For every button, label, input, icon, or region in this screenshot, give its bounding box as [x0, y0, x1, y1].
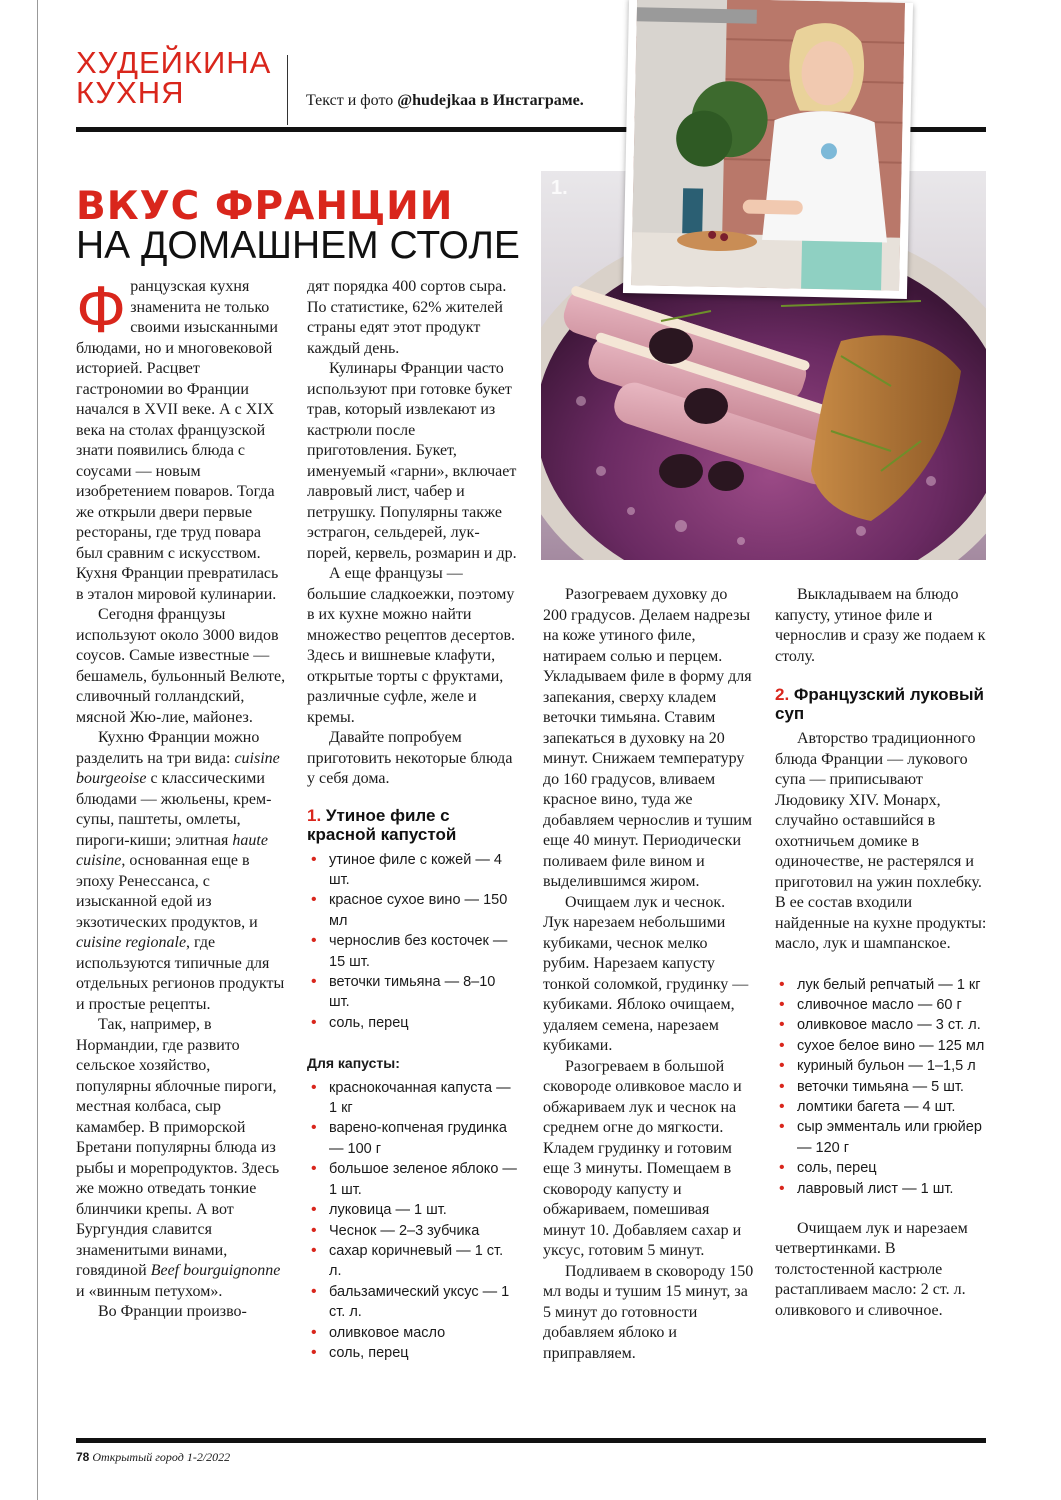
- author-portrait: [623, 0, 913, 299]
- paragraph: А еще французы — большие сладкоежки, поэтому в их кухне можно найти множество рецептов десертов. Здесь и вишневые клафути, открытые торты с фруктами, различные суфле, желе и кремы.: [307, 565, 515, 726]
- paragraph: Подливаем в сковороду 150 мл воды и тушим 15 минут, за 5 минут до готовности добавляем яблоко и приправляем.: [543, 1262, 754, 1362]
- ingredient-item: • веточки тимьяна — 5 шт.: [775, 1077, 987, 1097]
- text-column-4: [775, 585, 987, 1321]
- credit-handle: @hudejkaa в Инстаграме.: [397, 92, 584, 109]
- cabbage-subheading: Для капусты:: [307, 1055, 400, 1072]
- ingredient-item: • соль, перец: [775, 1158, 987, 1178]
- intro-paragraph: [76, 272, 286, 605]
- credit-prefix: Текст и фото: [306, 92, 398, 109]
- text-column-3: [543, 585, 755, 1364]
- recipe-1-ingredients: [307, 850, 519, 1034]
- paragraph: [76, 728, 286, 1015]
- ingredient-item: • Чеснок — 2–3 зубчика: [307, 1221, 519, 1241]
- recipe-1-name: Утиное филе с красной капустой: [307, 805, 457, 844]
- text-run: Кухню Франции можно разделить на три вида:: [76, 729, 260, 767]
- ingredient-item: • чернослив без косточек — 15 шт.: [307, 931, 519, 972]
- paragraph: Во Франции произво-: [98, 1303, 247, 1320]
- ingredient-item: • соль, перец: [307, 1343, 519, 1363]
- paragraph: Кулинары Франции часто используют при готовке букет трав, который извлекают из кастрюли после приготовления. Букет, именуемый «гарни», включает лавровый лист, чабер и петрушку. Популярны также эстрагон, сельдерей, лук-порей, кервель, розмарин и др.: [307, 360, 517, 562]
- paragraph: Разогреваем духовку до 200 градусов. Делаем надрезы на коже утиного филе, натираем солью и перцем. Укладываем филе в форму для запекания, сверху кладем веточки тимьяна. Ставим запекаться в духовку на 20 минут. Снижаем температуру до 160 градусов, вливаем красное вино, туда же добавляем чернослив и тушим еще 40 минут. Периодически поливаем филе вином и выделившимся жиром.: [543, 586, 752, 890]
- recipe-2-ingredients: [775, 975, 987, 1199]
- rubric-line2: КУХНЯ: [76, 75, 185, 110]
- ingredient-item: • оливковое масло: [307, 1323, 519, 1343]
- ingredient-item: • сухое белое вино — 125 мл: [775, 1036, 987, 1056]
- ingredient-item: • красное сухое вино — 150 мл: [307, 890, 519, 931]
- rubric-separator: [287, 55, 288, 125]
- ingredient-item: • утиное филе с кожей — 4 шт.: [307, 850, 519, 891]
- ingredient-item: • соль, перец: [307, 1013, 519, 1033]
- ingredient-item: • большое зеленое яблоко — 1 шт.: [307, 1159, 519, 1200]
- italic-term: cuisine regionale: [76, 934, 187, 951]
- rubric-line1: ХУДЕЙКИНА: [76, 45, 272, 80]
- drop-cap: Ф: [76, 272, 127, 346]
- ingredient-item: • ломтики багета — 4 шт.: [775, 1097, 987, 1117]
- text-run: с классическими блюдами — жюльены, крем-супы, паштеты, омлеты, пироги-киши; элитная: [76, 770, 272, 849]
- ingredient-item: • лук белый репчатый — 1 кг: [775, 975, 987, 995]
- recipe-2-number: 2.: [775, 685, 790, 704]
- recipe-1-number: 1.: [307, 805, 322, 825]
- credit: [306, 92, 584, 110]
- ingredient-item: • сыр эмменталь или грюйер — 120 г: [775, 1117, 987, 1158]
- italic-term: Beef bourguignonne: [150, 1262, 281, 1279]
- ingredient-item: • варено-копченая грудинка — 100 г: [307, 1118, 519, 1159]
- cabbage-ingredients: [307, 1078, 519, 1364]
- headline-black: НА ДОМАШНЕМ СТОЛЕ: [76, 224, 520, 267]
- text-run: и «винным петухом».: [76, 1282, 223, 1300]
- ingredient-item: • веточки тимьяна — 8–10 шт.: [307, 972, 519, 1013]
- italic-term: cuisine bourgeoise: [76, 749, 280, 787]
- ingredient-item: • луковица — 1 шт.: [307, 1200, 519, 1220]
- paragraph: Очищаем лук и чеснок. Лук нарезаем небольшими кубиками, чеснок мелко рубим. Нарезаем капусту тонкой соломкой, грудинку — кубиками. Яблоко очищаем, удаляем семена, нарезаем кубиками.: [543, 893, 749, 1054]
- text-run: , где используются типичные для отдельных регионов продукты и простые рецепты.: [76, 934, 285, 1013]
- paragraph: Авторство традиционного блюда Франции — лукового супа — приписывают Людовику XIV. Монарх, случайно оставшийся в охотничьем домике в одиночестве, не растерялся и приготовил на ужин похлебку. В ее состав входили найденные на кухне продукты: масло, лук и шампанское.: [775, 730, 987, 952]
- text-run: , основанная еще в эпоху Ренессанса, с изысканной едой из экзотических продуктов, и: [76, 852, 258, 931]
- paragraph: дят порядка 400 сортов сыра. По статистике, 62% жителей страны едят этот продукт каждый день.: [307, 278, 507, 357]
- text-column-2: [307, 277, 519, 1363]
- recipe-2-title: [775, 685, 987, 723]
- ingredient-item: • краснокочанная капуста — 1 кг: [307, 1078, 519, 1119]
- text-run: Так, например, в Нормандии, где развито сельское хозяйство, популярны яблочные пироги, местная колбаса, сыр камамбер. В приморской Бретани популярны блюда из рыбы и морепродуктов. Здесь же можно отведать тонкие блинчики крепы. А вот Бургундия славится знаменитыми винами, говядиной: [76, 1016, 280, 1279]
- paragraph: Сегодня французы используют около 3000 видов соусов. Самые известные — бешамель, бульонный Велюте, сливочный голландский, мясной Жю-лие, майонез.: [76, 606, 286, 726]
- ingredient-item: • бальзамический уксус — 1 ст. л.: [307, 1282, 519, 1323]
- rubric: [76, 45, 272, 110]
- text-column-1: [76, 272, 286, 1323]
- paragraph: Давайте попробуем приготовить некоторые блюда у себя дома.: [307, 729, 513, 787]
- paragraph: [76, 1015, 286, 1302]
- left-margin-line: [37, 0, 38, 1500]
- ingredient-item: • сахар коричневый — 1 ст. л.: [307, 1241, 519, 1282]
- page-footer: [76, 1450, 230, 1465]
- ingredient-item: • оливковое масло — 3 ст. л.: [775, 1015, 987, 1035]
- ingredient-item: • куриный бульон — 1–1,5 л: [775, 1056, 987, 1076]
- italic-term: haute cuisine: [76, 831, 268, 869]
- page-number: 78: [76, 1450, 90, 1464]
- paragraph: Очищаем лук и нарезаем четвертинками. В толстостенной кастрюле растапливаем масло: 2 ст. л. оливкового и сливочное.: [775, 1219, 968, 1319]
- ingredient-item: • лавровый лист — 1 шт.: [775, 1179, 987, 1199]
- bottom-rule: [76, 1438, 986, 1443]
- headline-red: ВКУС ФРАНЦИИ: [76, 184, 454, 229]
- recipe-2-name: Французский луковый суп: [775, 685, 984, 723]
- paragraph: Выкладываем на блюдо капусту, утиное филе и чернослив и сразу же подаем к столу.: [775, 586, 986, 665]
- recipe-1-title: [307, 806, 519, 844]
- magazine-name: Открытый город 1-2/2022: [89, 1450, 231, 1464]
- paragraph: Разогреваем в большой сковороде оливковое масло и обжариваем лук и чеснок на среднем огне до мягкости. Кладем грудинку и готовим еще 3 минуты. Помещаем в сковороду капусту и обжариваем, помешивая минут 10. Добавляем сахар и уксус, готовим 5 минут.: [543, 1057, 742, 1259]
- intro-text: ранцузская кухня знаменита не только своими изысканными блюдами, но и многовековой историей. Расцвет гастрономии во Франции начался в XVII веке. А с XIX века на столах французской знати появились блюда с соусами — новым изобретением поваров. Тогда же открыли двери первые рестораны, где труд повара был сравним с искусством. Кухня Франции превратилась в эталон мировой кулинарии.: [76, 278, 279, 603]
- photo-number-label: 1.: [551, 177, 568, 199]
- ingredient-item: • сливочное масло — 60 г: [775, 995, 987, 1015]
